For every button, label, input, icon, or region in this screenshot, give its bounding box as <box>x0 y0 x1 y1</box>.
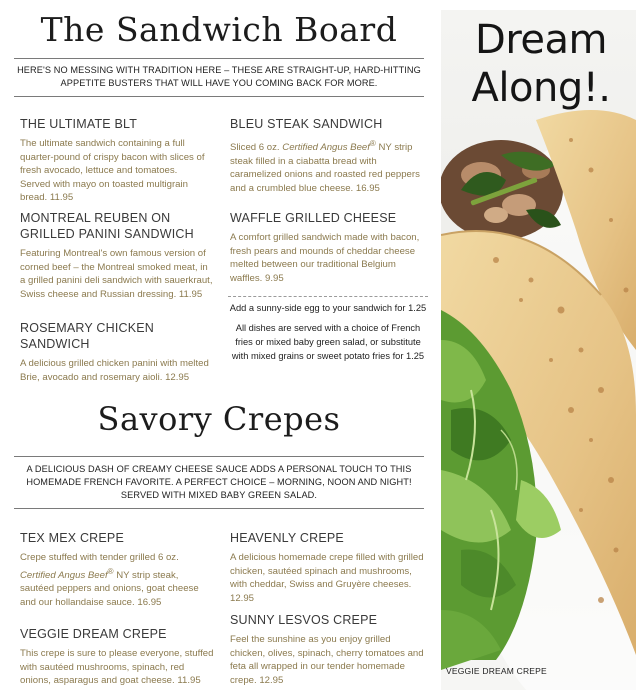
item-description: A delicious grilled chicken panini with melted Brie, avocado and rosemary aioli. 12.95 <box>20 358 209 383</box>
item-description: Featuring Montreal's own famous version of corned beef – the Montreal smoked meat, in a grilled panini deli sandwich with sauerkraut, Swiss cheese and Russian dressing. 11.95 <box>20 248 213 300</box>
item-description: The ultimate sandwich containing a full quarter-pound of crispy bacon with slices of fresh avocado, lettuce and tomatoes. Served with mayo on toasted multigrain bread. 11.95 <box>20 138 205 204</box>
savory-crepes-title: Savory Crepes <box>97 400 341 438</box>
divider <box>14 96 424 97</box>
item-name: VEGGIE DREAM CREPE <box>20 627 167 641</box>
menu-item-tex-mex-crepe <box>20 530 215 610</box>
item-price: 12.95 <box>230 592 255 604</box>
divider <box>14 456 424 457</box>
item-name: TEX MEX CREPE <box>20 531 125 545</box>
dashed-divider <box>228 296 428 297</box>
menu-item-veggie-dream-crepe <box>20 626 215 688</box>
item-name: BLEU STEAK SANDWICH <box>230 117 383 131</box>
item-price: 11.95 <box>178 288 203 300</box>
savory-crepes-intro: A DELICIOUS DASH OF CREAMY CHEESE SAUCE ADDS A PERSONAL TOUCH TO THIS HOMEMADE FRENCH FAVORITE. A PERFECT CHOICE – MORNING, NOON AND NIGHT! SERVED WITH MIXED BABY GREEN SALAD. <box>26 464 412 500</box>
sandwich-board-intro: HERE'S NO MESSING WITH TRADITION HERE – THESE ARE STRAIGHT-UP, HARD-HITTING APPETITE BUSTERS THAT WILL HAVE YOU COMING BACK FOR MORE. <box>17 65 421 88</box>
veggie-dream-crepe-photo <box>441 10 636 690</box>
menu-item-ultimate-blt <box>20 116 210 205</box>
item-price: 11.95 <box>49 192 74 204</box>
headline-line-1: Dream <box>475 17 607 63</box>
headline-line-2: Along!. <box>471 65 611 111</box>
item-price: 12.95 <box>259 674 284 686</box>
menu-item-montreal-reuben <box>20 210 215 301</box>
item-name: MONTREAL REUBEN ON GRILLED PANINI SANDWICH <box>20 211 194 241</box>
item-price: 16.95 <box>137 596 162 608</box>
item-price: 9.95 <box>265 272 284 284</box>
menu-item-heavenly-crepe <box>230 530 428 605</box>
item-description: Crepe stuffed with tender grilled 6 oz. Certified Angus Beef® NY strip steak, sautéed peppers and onions, goat cheese and our hollandaise sauce. 16.95 <box>20 552 199 608</box>
item-name: THE ULTIMATE BLT <box>20 117 138 131</box>
item-description: Feel the sunshine as you enjoy grilled chicken, olives, spinach, cherry tomatoes and feta all wrapped in our tender homemade crepe. 12.95 <box>230 634 424 686</box>
item-name: HEAVENLY CREPE <box>230 531 344 545</box>
item-description: This crepe is sure to please everyone, stuffed with sautéed mushrooms, spinach, red onions, asparagus and goat cheese. 11.95 <box>20 648 214 687</box>
sandwich-notes <box>228 296 428 363</box>
menu-item-waffle-grilled-cheese <box>230 210 428 285</box>
dream-along-headline <box>446 16 636 112</box>
menu-item-sunny-lesvos-crepe <box>230 612 428 687</box>
item-price: 11.95 <box>177 675 201 687</box>
divider <box>14 508 424 509</box>
item-name: SUNNY LESVOS CREPE <box>230 613 378 627</box>
menu-item-rosemary-chicken <box>20 320 215 384</box>
item-price: 16.95 <box>355 182 380 194</box>
divider <box>14 58 424 59</box>
menu-item-bleu-steak <box>230 116 428 196</box>
item-description: Sliced 6 oz. Certified Angus Beef® NY strip steak filled in a ciabatta bread with caramelized onions and roasted red peppers and a crumbled blue cheese. 16.95 <box>230 139 420 194</box>
item-price: 12.95 <box>165 371 190 383</box>
sandwich-board-title: The Sandwich Board <box>40 10 398 49</box>
sides-note: All dishes are served with a choice of French fries or mixed baby green salad, or substitute with mixed grains or sweet potato fries for 1.25 <box>231 323 425 361</box>
item-name: ROSEMARY CHICKEN SANDWICH <box>20 321 155 351</box>
egg-add-on-note: Add a sunny-side egg to your sandwich for 1.25 <box>229 303 427 313</box>
item-description: A delicious homemade crepe filled with grilled chicken, sautéed spinach and mushrooms, with cheddar, Swiss and Gruyère cheeses. 12.95 <box>230 552 424 604</box>
item-description: A comfort grilled sandwich made with bacon, fresh pears and mounds of cheddar cheese melted between our traditional Belgium waffles. 9.95 <box>230 232 420 284</box>
item-name: WAFFLE GRILLED CHEESE <box>230 211 397 225</box>
photo-caption: VEGGIE DREAM CREPE <box>446 666 547 676</box>
